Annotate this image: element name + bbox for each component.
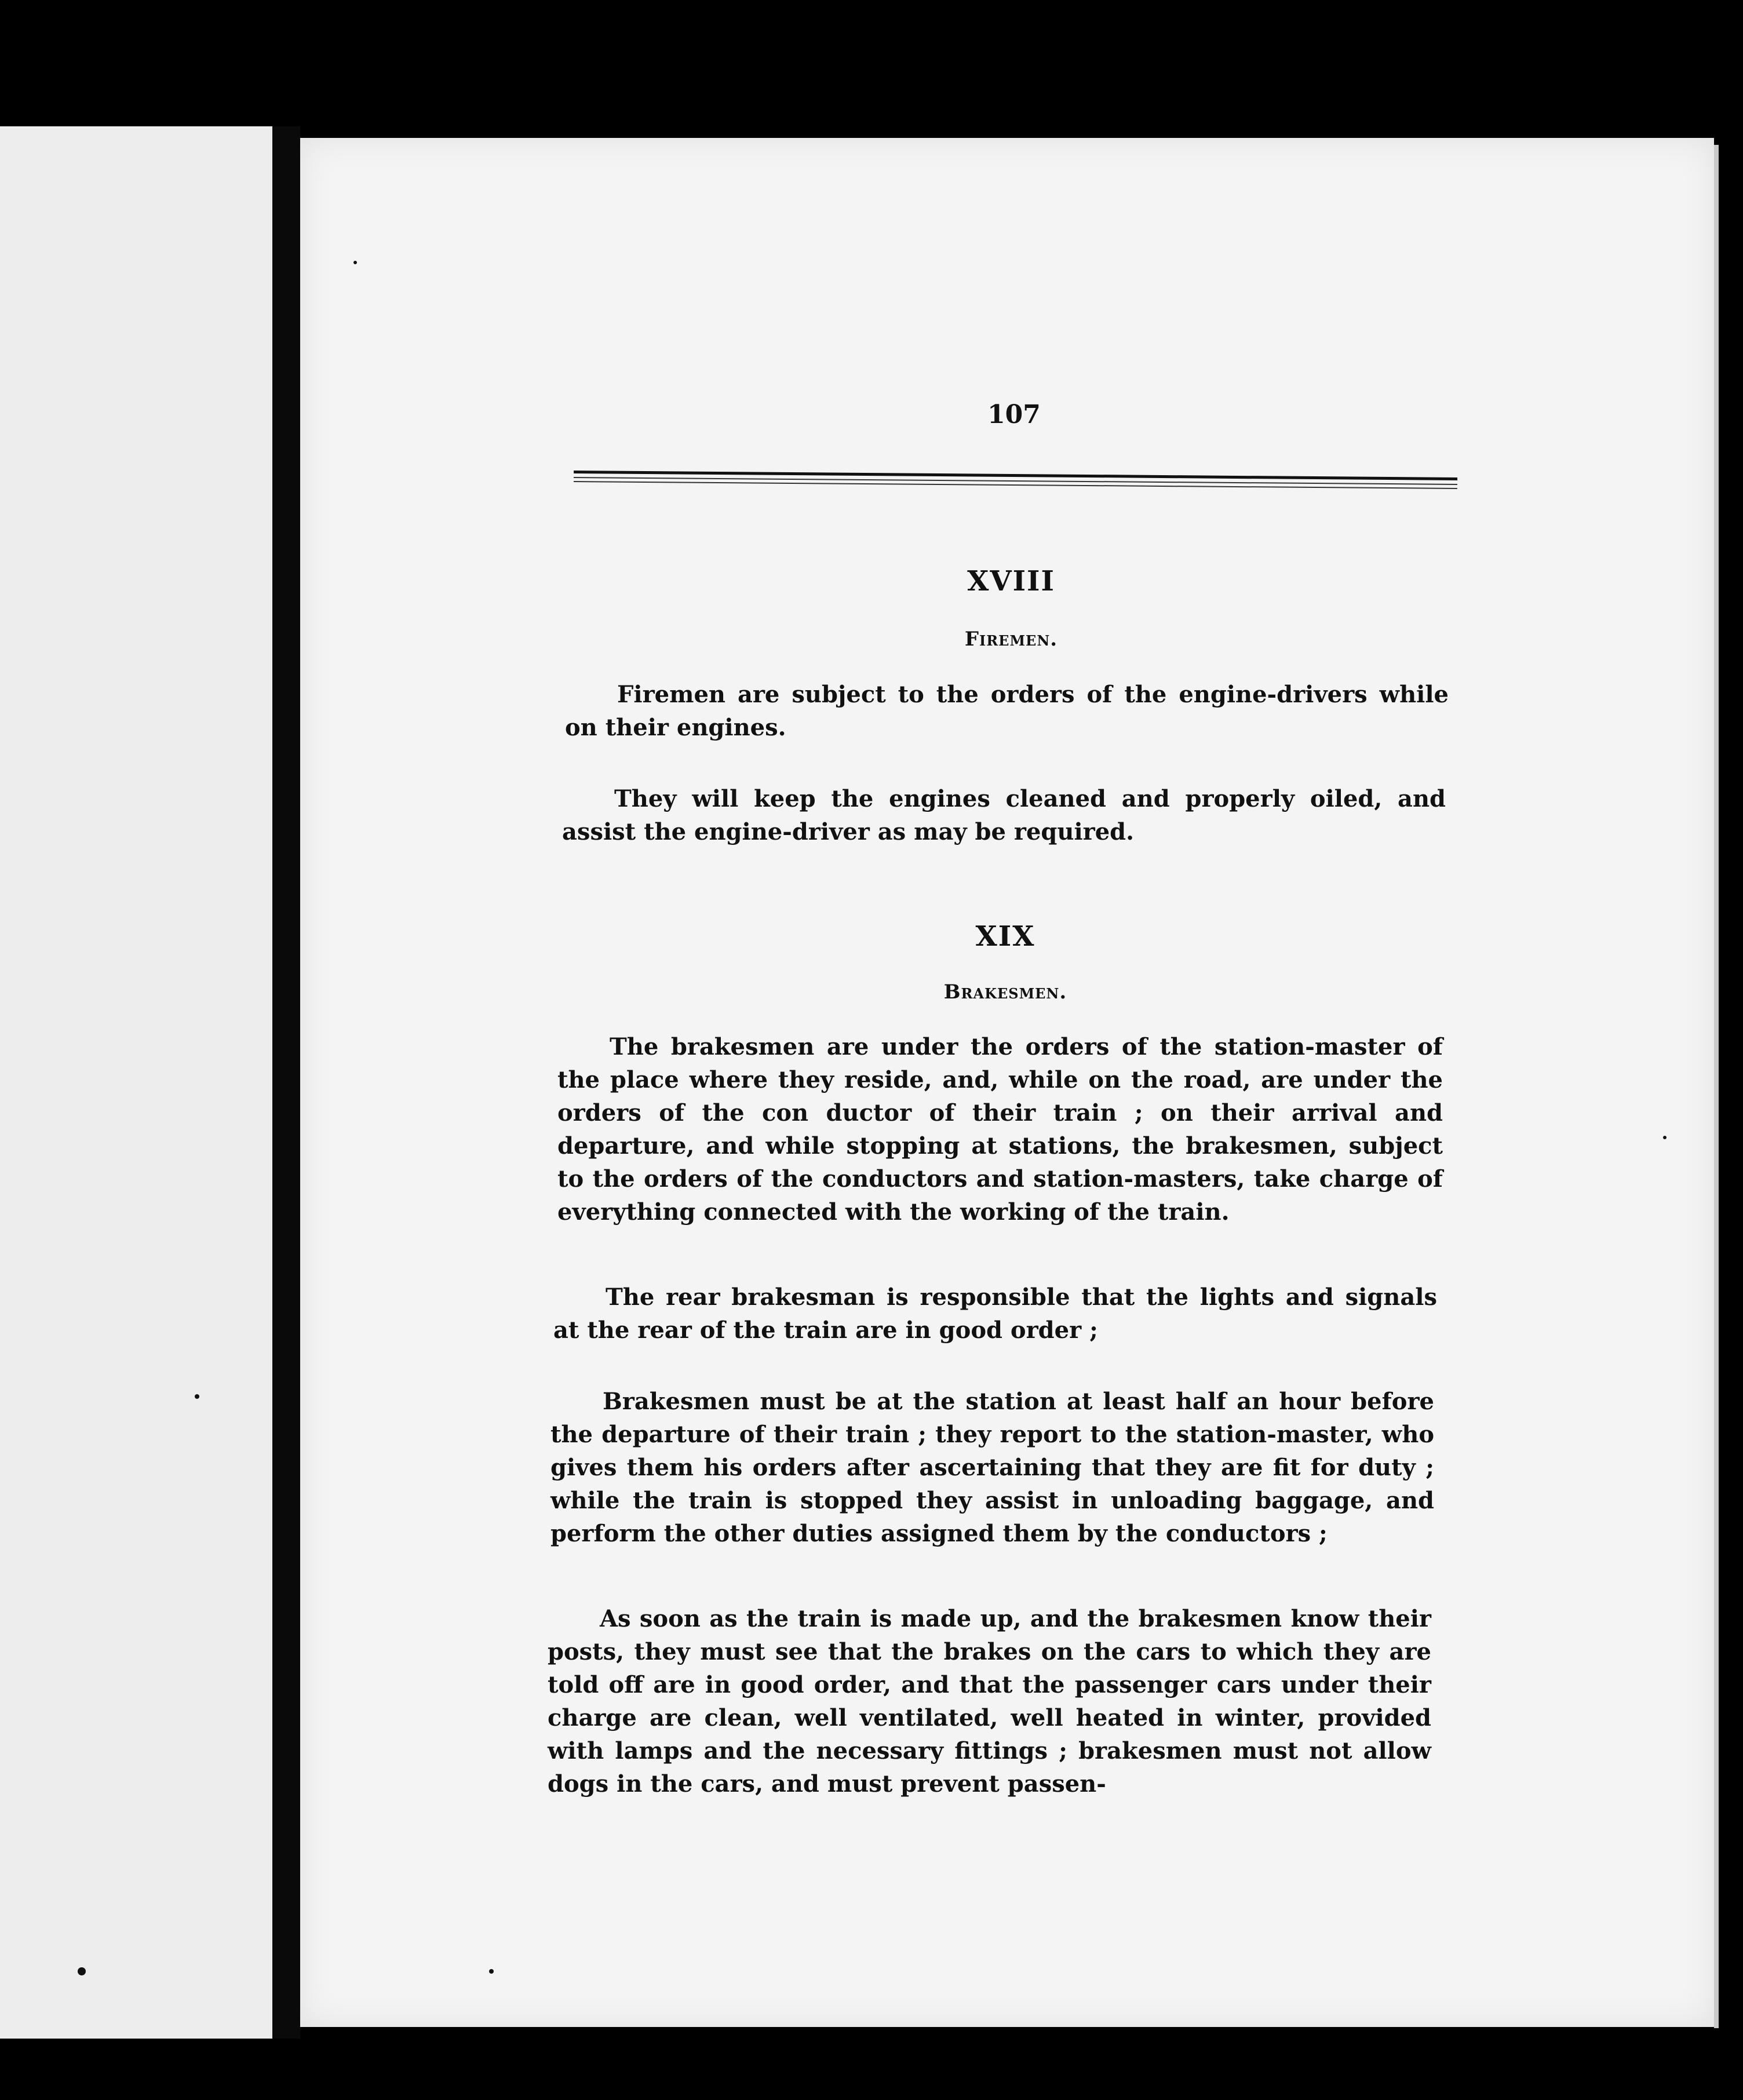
section-numeral: XIX xyxy=(975,920,1035,953)
paragraph: The rear brakesman is responsible that the lights and signals at the rear of the train are in good order ; xyxy=(553,1284,1437,1344)
previous-page-edge xyxy=(0,126,272,2039)
scan-speck xyxy=(1663,1136,1667,1139)
page-edge-shadow xyxy=(1714,145,1719,2028)
page-number: 107 xyxy=(987,400,1041,429)
book-gutter xyxy=(272,126,300,2039)
paragraph: Firemen are subject to the orders of the engine-drivers while on their engines. xyxy=(565,681,1449,741)
scan-speck xyxy=(489,1969,494,1974)
paragraph: As soon as the train is made up, and the brakesmen know their posts, they must see that the brakes on the cars to which they are told off are in good order, and that the passenger cars under their charge are clean, well ventilated, well heated in winter, provided with lamps and the necessary fittings ; brakesmen must not allow dogs in the cars, and must prevent passen- xyxy=(548,1605,1431,1798)
paragraph: They will keep the engines cleaned and properly oiled, and assist the engine-driver as may be required. xyxy=(562,785,1446,845)
section-numeral: XVIII xyxy=(967,565,1055,597)
scan-speck xyxy=(78,1967,86,1975)
paragraph: Brakesmen must be at the station at least half an hour before the departure of their train ; they report to the station-master, who gives them his orders after ascertaining that they are fit for duty ; while the train is stopped they assist in unloading baggage, and perform the other duties assigned them by the conductors ; xyxy=(550,1388,1434,1547)
paragraph: The brakesmen are under the orders of the station-master of the place where they reside, and, while on the road, are under the orders of the con ductor of their train ; on their arrival and departure, and while stopping at stations, the brakesmen, subject to the orders of the conductors and station-masters, take charge of everything connected with the working of the train. xyxy=(557,1033,1443,1226)
section-title: Firemen. xyxy=(964,628,1058,651)
section-title: Brakesmen. xyxy=(943,980,1067,1004)
scan-speck xyxy=(353,261,357,264)
scan-speck xyxy=(195,1394,199,1399)
